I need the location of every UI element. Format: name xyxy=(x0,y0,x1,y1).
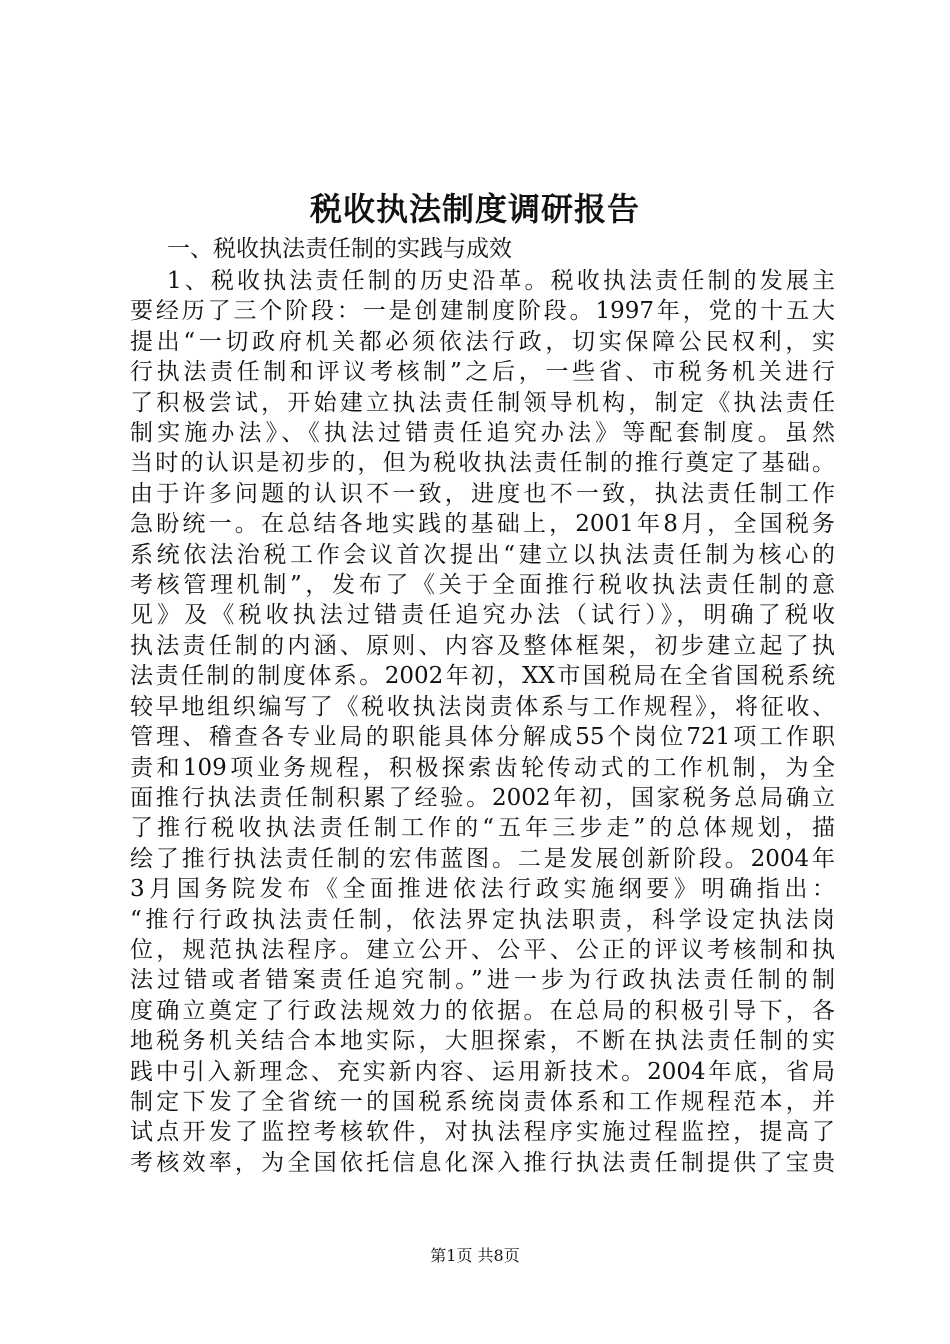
body-line: 制实施办法》、《执法过错责任追究办法》等配套制度。虽然 xyxy=(130,420,835,447)
page-footer: 第1页 共8页 xyxy=(430,1246,520,1265)
body-line: 了积极尝试，开始建立执法责任制领导机构，制定《执法责任 xyxy=(130,389,835,416)
body-line: 提出“一切政府机关都必须依法行政，切实保障公民权利，实 xyxy=(130,328,835,355)
section-heading: 一、税收执法责任制的实践与成效 xyxy=(167,236,512,262)
body-line: 责和109项业务规程，积极探索齿轮传动式的工作机制，为全 xyxy=(130,754,835,781)
body-line: 试点开发了监控考核软件，对执法程序实施过程监控，提高了 xyxy=(130,1119,835,1146)
body-line: 了推行税收执法责任制工作的“五年三步走”的总体规划，描 xyxy=(130,815,835,842)
body-line: 绘了推行执法责任制的宏伟蓝图。二是发展创新阶段。2004年 xyxy=(130,845,835,872)
body-line: 法责任制的制度体系。2002年初，XX市国税局在全省国税系统 xyxy=(130,663,835,690)
body-paragraph xyxy=(130,266,835,1178)
body-line: 度确立奠定了行政法规效力的依据。在总局的积极引导下，各 xyxy=(130,997,835,1024)
body-line: 见》及《税收执法过错责任追究办法（试行）》，明确了税收 xyxy=(130,602,835,629)
body-line: 面推行执法责任制积累了经验。2002年初，国家税务总局确立 xyxy=(130,784,835,811)
body-line: 行执法责任制和评议考核制”之后，一些省、市税务机关进行 xyxy=(130,359,835,386)
body-line: 系统依法治税工作会议首次提出“建立以执法责任制为核心的 xyxy=(130,541,835,568)
body-line: 较早地组织编写了《税收执法岗责体系与工作规程》，将征收、 xyxy=(130,693,835,720)
body-line: 急盼统一。在总结各地实践的基础上，2001年8月，全国税务 xyxy=(130,511,835,538)
body-line: 管理、稽查各专业局的职能具体分解成55个岗位721项工作职 xyxy=(130,724,835,751)
body-line: 法过错或者错案责任追究制。”进一步为行政执法责任制的制 xyxy=(130,967,835,994)
body-line: 践中引入新理念、充实新内容、运用新技术。2004年底，省局 xyxy=(130,1058,835,1085)
body-line: 3月国务院发布《全面推进依法行政实施纲要》明确指出： xyxy=(130,876,835,903)
body-line: 地税务机关结合本地实际，大胆探索，不断在执法责任制的实 xyxy=(130,1028,835,1055)
body-line: 要经历了三个阶段：一是创建制度阶段。1997年，党的十五大 xyxy=(130,298,835,325)
body-line: 当时的认识是初步的，但为税收执法责任制的推行奠定了基础。 xyxy=(130,450,835,477)
body-line: 1、税收执法责任制的历史沿革。税收执法责任制的发展主 xyxy=(167,268,835,294)
body-line: 考核效率，为全国依托信息化深入推行执法责任制提供了宝贵 xyxy=(130,1149,835,1176)
document-title: 税收执法制度调研报告 xyxy=(309,190,640,228)
body-line: 位，规范执法程序。建立公开、公平、公正的评议考核制和执 xyxy=(130,936,835,963)
body-line: 制定下发了全省统一的国税系统岗责体系和工作规程范本，并 xyxy=(130,1088,835,1115)
body-line: 执法责任制的内涵、原则、内容及整体框架，初步建立起了执 xyxy=(130,632,835,659)
body-line: 考核管理机制”，发布了《关于全面推行税收执法责任制的意 xyxy=(130,572,835,599)
body-line: “推行行政执法责任制，依法界定执法职责，科学设定执法岗 xyxy=(130,906,835,933)
body-line: 由于许多问题的认识不一致，进度也不一致，执法责任制工作 xyxy=(130,480,835,507)
